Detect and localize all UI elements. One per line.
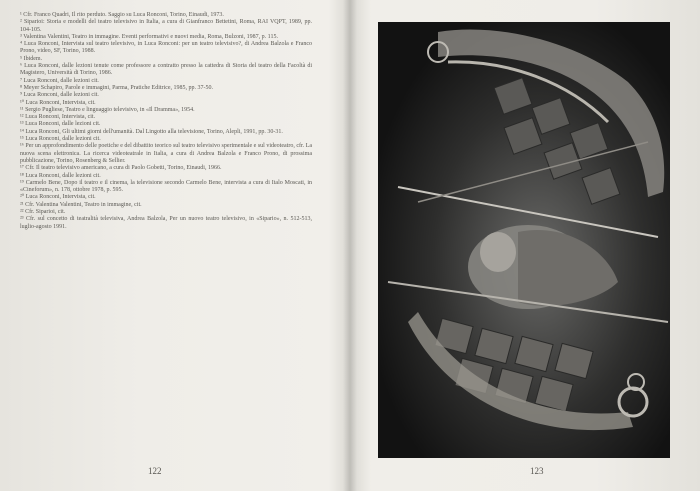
footnote: ¹⁷ Cfr. Il teatro televisivo americano, a cura di Paolo Gobetti, Torino, Einaudi, 1966. (20, 165, 222, 172)
footnote: ²³ Cfr. sul concetto di teatralità televisiva, Andrea Balzola, Per un nuovo teatro televisivo, in «Sipario», n. 512-513, luglio-agosto 1991. (20, 216, 312, 230)
photo-stage-scene-icon (378, 22, 670, 458)
book-gutter (343, 0, 357, 491)
footnote: ⁷ Luca Ronconi, dalle lezioni cit. (20, 77, 99, 84)
left-page (14, 10, 336, 480)
footnote: ⁴ Luca Ronconi, Intervista sul teatro televisivo, in Luca Ronconi: per un teatro televisivo?, di Andrea Balzola e Franco Prono, video, SF, Torino, 1988. (20, 41, 312, 55)
footnote: ⁵ Ibidem. (20, 55, 43, 62)
footnote: ³ Valentina Valentini, Teatro in immagine. Eventi performativi e nuovi media, Roma, Bulzoni, 1987, p. 115. (20, 33, 278, 40)
footnote: ² Siparioi: Storia e modelli del teatro televisivo in Italia, a cura di Gianfranco Bettetini, Roma, RAI VQPT, 1989, pp. 104-105. (20, 19, 312, 33)
footnote: ⁹ Luca Ronconi, dalle lezioni cit. (20, 92, 99, 99)
footnote: ¹⁶ Per un approfondimento delle poetiche e del dibattito teorico sul teatro televisivo sperimentale e sul videoteatro, cfr. La nuova scena elettronica. La ricerca videoteatrale in Italia, a cura di Andrea Balzola e Franco Prono, di prossima pubblicazione, Torino, Rosenberg & Sellier. (20, 143, 312, 164)
footnote: ²⁰ Luca Ronconi, Intervista, cit. (20, 194, 96, 201)
footnote: ¹² Luca Ronconi, Intervista, cit. (20, 114, 96, 121)
stage-photo (378, 22, 670, 458)
footnote: ⁸ Meyer Schapiro, Parole e immagini, Parma, Pratiche Editrice, 1985, pp. 37-50. (20, 84, 214, 91)
footnote: ¹¹ Sergio Pugliese, Teatro e linguaggio televisivo, in «Il Dramma», 1954. (20, 106, 195, 113)
footnote: ¹⁴ Luca Ronconi, Gli ultimi giorni dell'umanità. Dal Lingotto alla televisione, Torino, Alepli, 1991, pp. 30-31. (20, 128, 283, 135)
footnote: ¹⁸ Luca Ronconi, dalle lezioni cit. (20, 172, 101, 179)
page-number-right: 123 (530, 466, 544, 476)
footnote: ⁶ Luca Ronconi, dalle lezioni tenute come professore a contratto presso la cattedra di Storia del teatro della Facoltà di Magistero, Università di Torino, 1986. (20, 63, 312, 77)
footnote: ¹⁰ Luca Ronconi, Intervista, cit. (20, 99, 96, 106)
footnote: ²¹ Cfr. Valentina Valentini, Teatro in immagine, cit. (20, 201, 142, 208)
footnotes (20, 12, 312, 231)
footnote: ¹⁵ Luca Ronconi, dalle lezioni cit. (20, 136, 101, 143)
footnote: ¹ Cfr. Franco Quadri, Il rito perduto. Saggio su Luca Ronconi, Torino, Einaudi, 1973. (20, 12, 224, 18)
footnote: ¹³ Luca Ronconi, dalle lezioni cit. (20, 121, 101, 128)
page-number-left: 122 (148, 466, 162, 476)
footnote: ¹⁹ Carmelo Bene, Dopo il teatro e il cinema, la televisione secondo Carmelo Bene, intervista a cura di Italo Moscati, in «Cineforum», n. 178, ottobre 1978, p. 595. (20, 179, 312, 194)
footnote: ²² Cfr. Siparioi, cit. (20, 209, 66, 216)
